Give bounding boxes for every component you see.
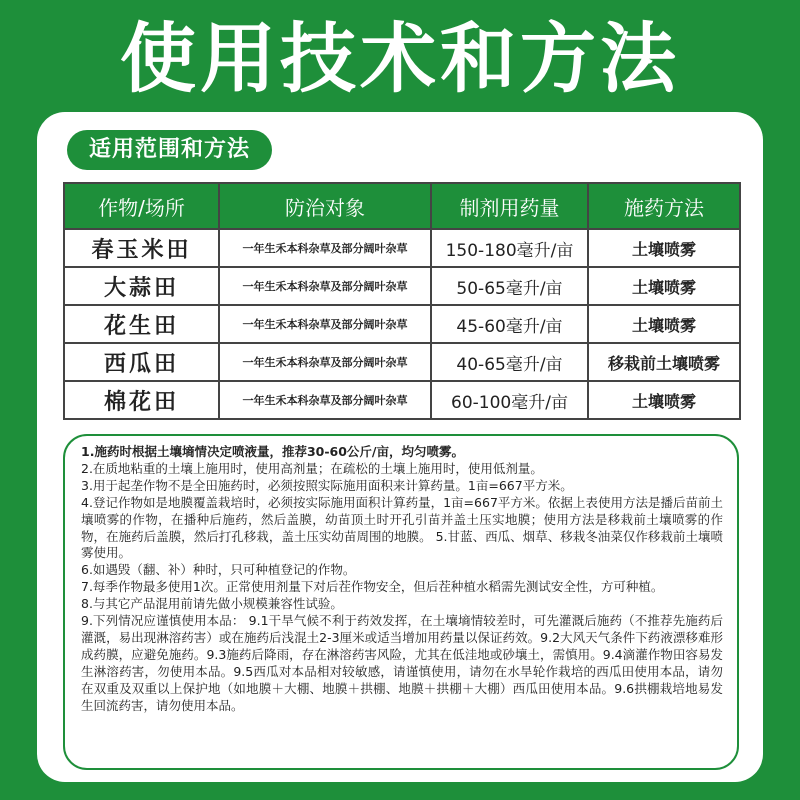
- cell-method: 土壤喷雾: [588, 305, 740, 343]
- cell-method: 土壤喷雾: [588, 381, 740, 419]
- note-item: 7.每季作物最多使用1次。正常使用剂量下对后茬作物安全，但后茬种植水稻需先测试安全性，方可种植。: [81, 579, 664, 595]
- cell-crop: 西瓜田: [64, 343, 219, 381]
- section-label: 适用范围和方法: [67, 130, 272, 170]
- cell-crop: 大蒜田: [64, 267, 219, 305]
- table-header-row: [64, 183, 740, 229]
- table-row: [64, 343, 740, 381]
- cell-crop: 花生田: [64, 305, 219, 343]
- page-title: 使用技术和方法: [120, 14, 680, 103]
- table-row: [64, 381, 740, 419]
- table-row: [64, 267, 740, 305]
- cell-target: 一年生禾本科杂草及部分阔叶杂草: [219, 381, 431, 419]
- cell-dose: 50-65毫升/亩: [431, 267, 588, 305]
- cell-method: 土壤喷雾: [588, 267, 740, 305]
- cell-dose: 40-65毫升/亩: [431, 343, 588, 381]
- header-target: 防治对象: [219, 183, 431, 229]
- cell-method: 土壤喷雾: [588, 229, 740, 267]
- cell-method: 移栽前土壤喷雾: [588, 343, 740, 381]
- cell-target: 一年生禾本科杂草及部分阔叶杂草: [219, 229, 431, 267]
- note-item: 6.如遇毁（翻、补）种时，只可种植登记的作物。: [81, 562, 356, 578]
- cell-crop: 棉花田: [64, 381, 219, 419]
- cell-dose: 45-60毫升/亩: [431, 305, 588, 343]
- note-item: 4.登记作物如是地膜覆盖栽培时，必须按实际施用面积计算药量，1亩=667平方米。依据上表使用方法是播后苗前土壤喷雾的作物，在播种后施药，然后盖膜，幼苗顶土时开孔引苗并盖土压实地膜；使用方法是移栽前土壤喷雾的作物，在施药后盖膜，然后打孔移栽，盖土压实幼苗周围的地膜。 5.甘蓝、西瓜、烟草、移栽冬油菜仅作移栽前土壤喷雾使用。: [81, 494, 723, 561]
- table-row: [64, 229, 740, 267]
- usage-table: [63, 182, 741, 420]
- cell-target: 一年生禾本科杂草及部分阔叶杂草: [219, 305, 431, 343]
- cell-target: 一年生禾本科杂草及部分阔叶杂草: [219, 267, 431, 305]
- cell-dose: 150-180毫升/亩: [431, 229, 588, 267]
- header-crop: 作物/场所: [64, 183, 219, 229]
- header-dose: 制剂用药量: [431, 183, 588, 229]
- table-row: [64, 305, 740, 343]
- header-method: 施药方法: [588, 183, 740, 229]
- note-item: 1.施药时根据土壤墒情决定喷液量，推荐30-60公斤/亩，均匀喷雾。: [81, 444, 464, 459]
- usage-notes: [63, 434, 739, 770]
- cell-dose: 60-100毫升/亩: [431, 381, 588, 419]
- content-panel: [37, 112, 763, 782]
- note-item: 3.用于起垄作物不是全田施药时，必须按照实际施用面积来计算药量。1亩=667平方米。: [81, 477, 573, 493]
- note-item: 9.下列情况应谨慎使用本品： 9.1干旱气候不利于药效发挥，在土壤墒情较差时，可先灌溉后施药（不推荐先施药后灌溉，易出现淋溶药害）或在施药后浅混土2-3厘米或适当增加用药量以保证药效。9.2大风天气条件下药液漂移难形成药膜，应避免施药。9.3施药后降雨，存在淋溶药害风险，尤其在低洼地或砂壤土，需慎用。9.4滴灌作物田容易发生淋溶药害，勿使用本品。9.5西瓜对本品相对较敏感，请谨慎使用，请勿在水旱轮作栽培的西瓜田使用本品，请勿在双重及双重以上保护地（如地膜＋大棚、地膜＋拱棚、地膜＋拱棚＋大棚）西瓜田使用本品。9.6拱棚栽培地易发生回流药害，请勿使用本品。: [81, 613, 723, 713]
- cell-target: 一年生禾本科杂草及部分阔叶杂草: [219, 343, 431, 381]
- note-item: 8.与其它产品混用前请先做小规模兼容性试验。: [81, 596, 343, 612]
- note-item: 2.在质地粘重的土壤上施用时，使用高剂量；在疏松的土壤上施用时，使用低剂量。: [81, 460, 543, 476]
- cell-crop: 春玉米田: [64, 229, 219, 267]
